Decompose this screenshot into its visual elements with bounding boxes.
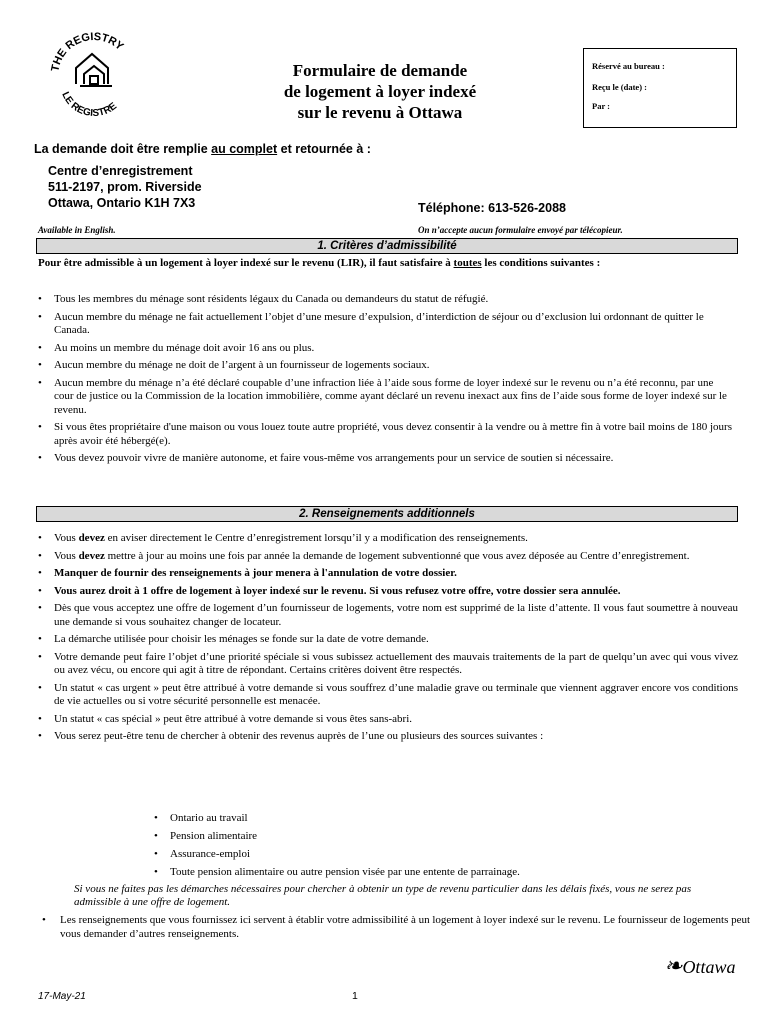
list-item [22, 550, 738, 564]
list-item: • Aucun membre du ménage ne doit de l’argent à un fournisseur de logements sociaux. [22, 359, 734, 373]
income-note: Si vous ne faites pas les démarches nécessaires pour chercher à obtenir un type de revenu particulier dans les délais fixés, vous ne serez pas admissible à une offre de logement. [74, 883, 692, 908]
lead-text-end: les conditions suivantes : [481, 257, 601, 269]
lead-text: Pour être admissible à un logement à loyer indexé sur le revenu (LIR), il faut satisfaire à [38, 257, 454, 269]
phone-number: Téléphone: 613-526-2088 [418, 201, 566, 215]
page-number: 1 [352, 990, 358, 1002]
logo-text-top: THE REGISTRY [49, 30, 126, 73]
svg-text:LE REGISTRE [59, 90, 119, 119]
address-line-1: Centre d’enregistrement [48, 164, 193, 178]
address-line-3: Ottawa, Ontario K1H 7X3 [48, 196, 196, 210]
ottawa-logo-text: Ottawa [682, 957, 736, 977]
list-item: • Au moins un membre du ménage doit avoir 16 ans ou plus. [22, 342, 734, 356]
item-text: Vous [54, 532, 79, 544]
footer-date: 17-May-21 [38, 991, 86, 1002]
final-statement: • Les renseignements que vous fournissez ici servent à établir votre admissibilité à un logement à loyer indexé sur le revenu. Le fournisseur de logements peut vous demander d’autres renseignements. [38, 914, 760, 941]
logo-text-bottom: LE REGISTRE [59, 90, 120, 120]
list-item: • Vous serez peut-être tenu de chercher à obtenir des revenus auprès de l’une ou plusieurs des sources suivantes : [22, 730, 738, 744]
item-bold: devez [78, 532, 105, 544]
fax-note: On n’accepte aucun formulaire envoyé par télécopieur. [418, 225, 623, 235]
list-item: • Si vous êtes propriétaire d'une maison ou vous louez toute autre propriété, vous devez consentir à la vendre ou à mettre fin à votre bail moins de 180 jours après avoir été hébergé(e). [22, 421, 734, 448]
address-line-2: 511-2197, prom. Riverside [48, 180, 202, 194]
list-item: • Un statut « cas spécial » peut être attribué à votre demande si vous êtes sans-abri. [22, 713, 738, 727]
list-item: • Dès que vous acceptez une offre de logement d’un fournisseur de logements, votre nom est supprimé de la liste d’attente. Il vous faut soumettre à nouveau une demande si vous souhaitez changer de locateur. [22, 602, 738, 629]
intro-text-end: et retournée à : [277, 142, 371, 156]
intro-text: La demande doit être remplie [34, 142, 212, 156]
item-text: mettre à jour au moins une fois par année la demande de logement subventionné que vous avez déposée au Centre d’enregistrement. [104, 549, 690, 562]
intro-underlined: au complet [211, 142, 278, 156]
form-title [200, 60, 560, 123]
list-item: • Ontario au travail [148, 812, 738, 825]
lead-underlined: toutes [453, 257, 482, 269]
item-bold: Manquer de fournir des renseignements à jour menera à l'annulation de votre dossier. [54, 567, 457, 579]
list-item [22, 567, 738, 581]
item-text: en aviser directement le Centre d’enregistrement lorsqu’il y a modification des renseignements. [104, 532, 528, 544]
ottawa-logo [664, 953, 735, 979]
info-list [22, 532, 738, 748]
house-icon [46, 26, 142, 124]
list-item: • Votre demande peut faire l’objet d’une priorité spéciale si vous subissez actuellement des mauvais traitements de la part de quelqu’un avec qui vous vivez ou avez vécu, ou encore qui agit à titre de répondant. Certains critères doivent être respectés. [22, 651, 738, 678]
available-english: Available in English. [38, 225, 116, 235]
office-reserved: Réservé au bureau : [592, 61, 665, 71]
title-line-2: de logement à loyer indexé [283, 82, 477, 101]
item-text: Vous [54, 549, 79, 562]
list-item: • Toute pension alimentaire ou autre pension visée par une entente de parrainage. [148, 866, 738, 879]
address-block [48, 163, 202, 211]
list-item [22, 532, 738, 546]
section-2-heading: 2. Renseignements additionnels [36, 506, 738, 522]
item-bold: devez [78, 549, 105, 562]
title-line-1: Formulaire de demande [292, 61, 468, 80]
item-bold: Vous aurez droit à 1 offre de logement à loyer indexé sur le revenu. Si vous refusez votre offre, votre dossier sera annulée. [54, 584, 621, 597]
list-item: • Aucun membre du ménage ne fait actuellement l’objet d’une mesure d’expulsion, d’interdiction de séjour ou d’exclusion lui ordonnant de quitter le Canada. [22, 311, 734, 338]
list-item: • Vous devez pouvoir vivre de manière autonome, et faire vous-même vos arrangements pour un service de soutien si nécessaire. [22, 452, 734, 466]
criteria-list [22, 293, 734, 470]
section-1-lead [38, 256, 728, 270]
ottawa-logo-icon: ❧ [664, 953, 683, 978]
office-use-box [583, 48, 737, 128]
income-sources-list [148, 812, 738, 884]
list-item: • Tous les membres du ménage sont résidents légaux du Canada ou demandeurs du statut de réfugié. [22, 293, 734, 307]
list-item: • La démarche utilisée pour choisir les ménages se fonde sur la date de votre demande. [22, 633, 738, 647]
office-received-date: Reçu le (date) : [592, 82, 647, 92]
svg-text:THE REGISTRY [49, 31, 126, 73]
list-item: • Aucun membre du ménage n’a été déclaré coupable d’une infraction liée à l’aide sous forme de loyer indexé sur le revenu ou n’a été reconnu, par une cour de justice ou la Commission de la location immobilière, comme ayant déclaré un revenu inexact aux fins de l’aide sous forme de loyer indexé sur le revenu. [22, 377, 734, 418]
list-item [22, 585, 738, 599]
registry-logo [46, 26, 142, 124]
title-line-3: sur le revenu à Ottawa [297, 103, 463, 122]
section-1-heading: 1. Critères d’admissibilité [36, 238, 738, 254]
list-item: • Assurance-emploi [148, 848, 738, 861]
list-item: • Un statut « cas urgent » peut être attribué à votre demande si vous souffrez d’une maladie grave ou terminale que viennent aggraver encore vos conditions de vie actuelles ou si votre sécurité personnelle est menacée. [22, 682, 738, 709]
office-by: Par : [592, 101, 611, 111]
submission-instruction [34, 142, 371, 156]
list-item: • Pension alimentaire [148, 830, 738, 843]
